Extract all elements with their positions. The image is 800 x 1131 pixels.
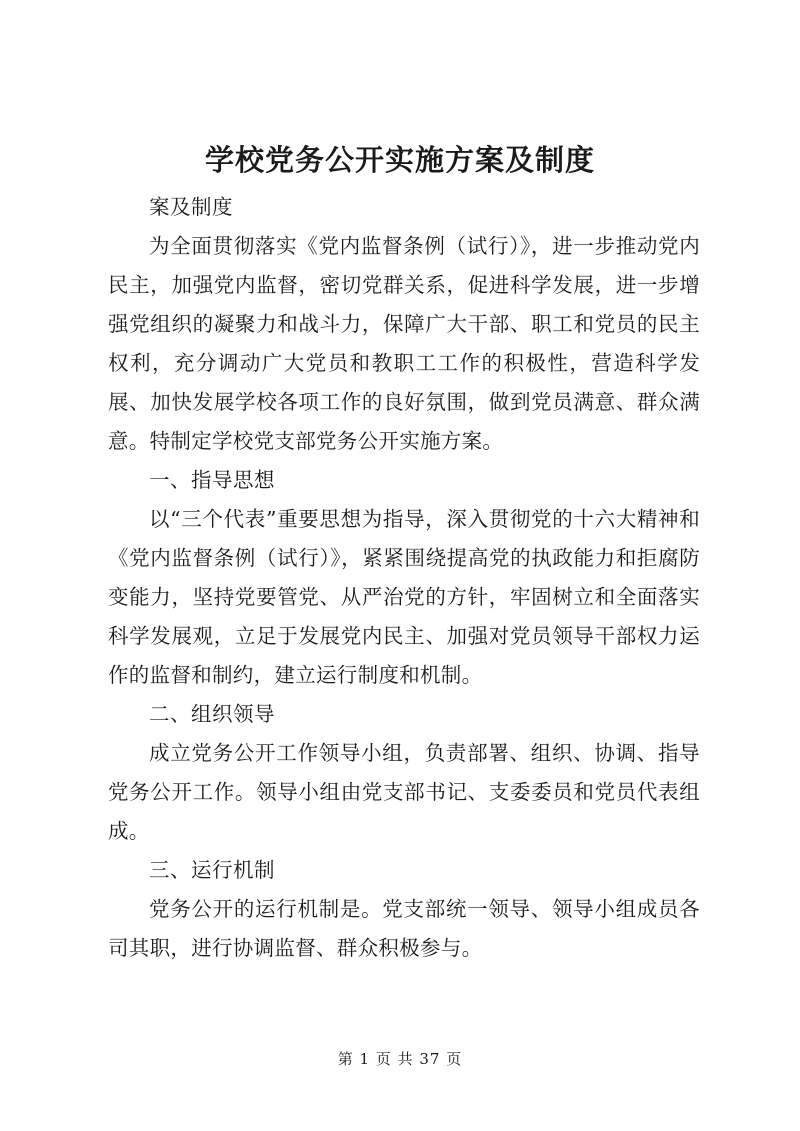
paragraph-guiding-ideology: 以“三个代表”重要思想为指导，深入贯彻党的十六大精神和《党内监督条例（试行）》，紧紧围绕提高党的执政能力和拒腐防变能力，坚持党要管党、从严治党的方针，牢固树立和全面落实科学发展观，立足于发展党内民主、加强对党员领导干部权力运作的监督和制约，建立运行制度和机制。 bbox=[108, 507, 700, 687]
paragraph-mechanism: 党务公开的运行机制是。党支部统一领导、领导小组成员各司其职，进行协调监督、群众积极参与。 bbox=[108, 897, 700, 960]
section-heading-organization: 二、组织领导 bbox=[149, 702, 275, 726]
section-heading-mechanism: 三、运行机制 bbox=[149, 858, 275, 882]
section-heading-guiding-ideology: 一、指导思想 bbox=[149, 468, 275, 492]
document-body bbox=[108, 188, 700, 968]
paragraph-intro: 为全面贯彻落实《党内监督条例（试行）》，进一步推动党内民主，加强党内监督，密切党群关系，促进科学发展，进一步增强党组织的凝聚力和战斗力，保障广大干部、职工和党员的民主权利，充分调动广大党员和教职工工作的积极性，营造科学发展、加快发展学校各项工作的良好氛围，做到党员满意、群众满意。特制定学校党支部党务公开实施方案。 bbox=[108, 234, 700, 453]
paragraph-organization: 成立党务公开工作领导小组，负责部署、组织、协调、指导党务公开工作。领导小组由党支部书记、支委委员和党员代表组成。 bbox=[108, 741, 700, 843]
paragraph-subtitle: 案及制度 bbox=[149, 195, 233, 219]
document-title: 学校党务公开实施方案及制度 bbox=[204, 143, 595, 177]
page-number-footer: 第 1 页 共 37 页 bbox=[337, 1050, 463, 1068]
